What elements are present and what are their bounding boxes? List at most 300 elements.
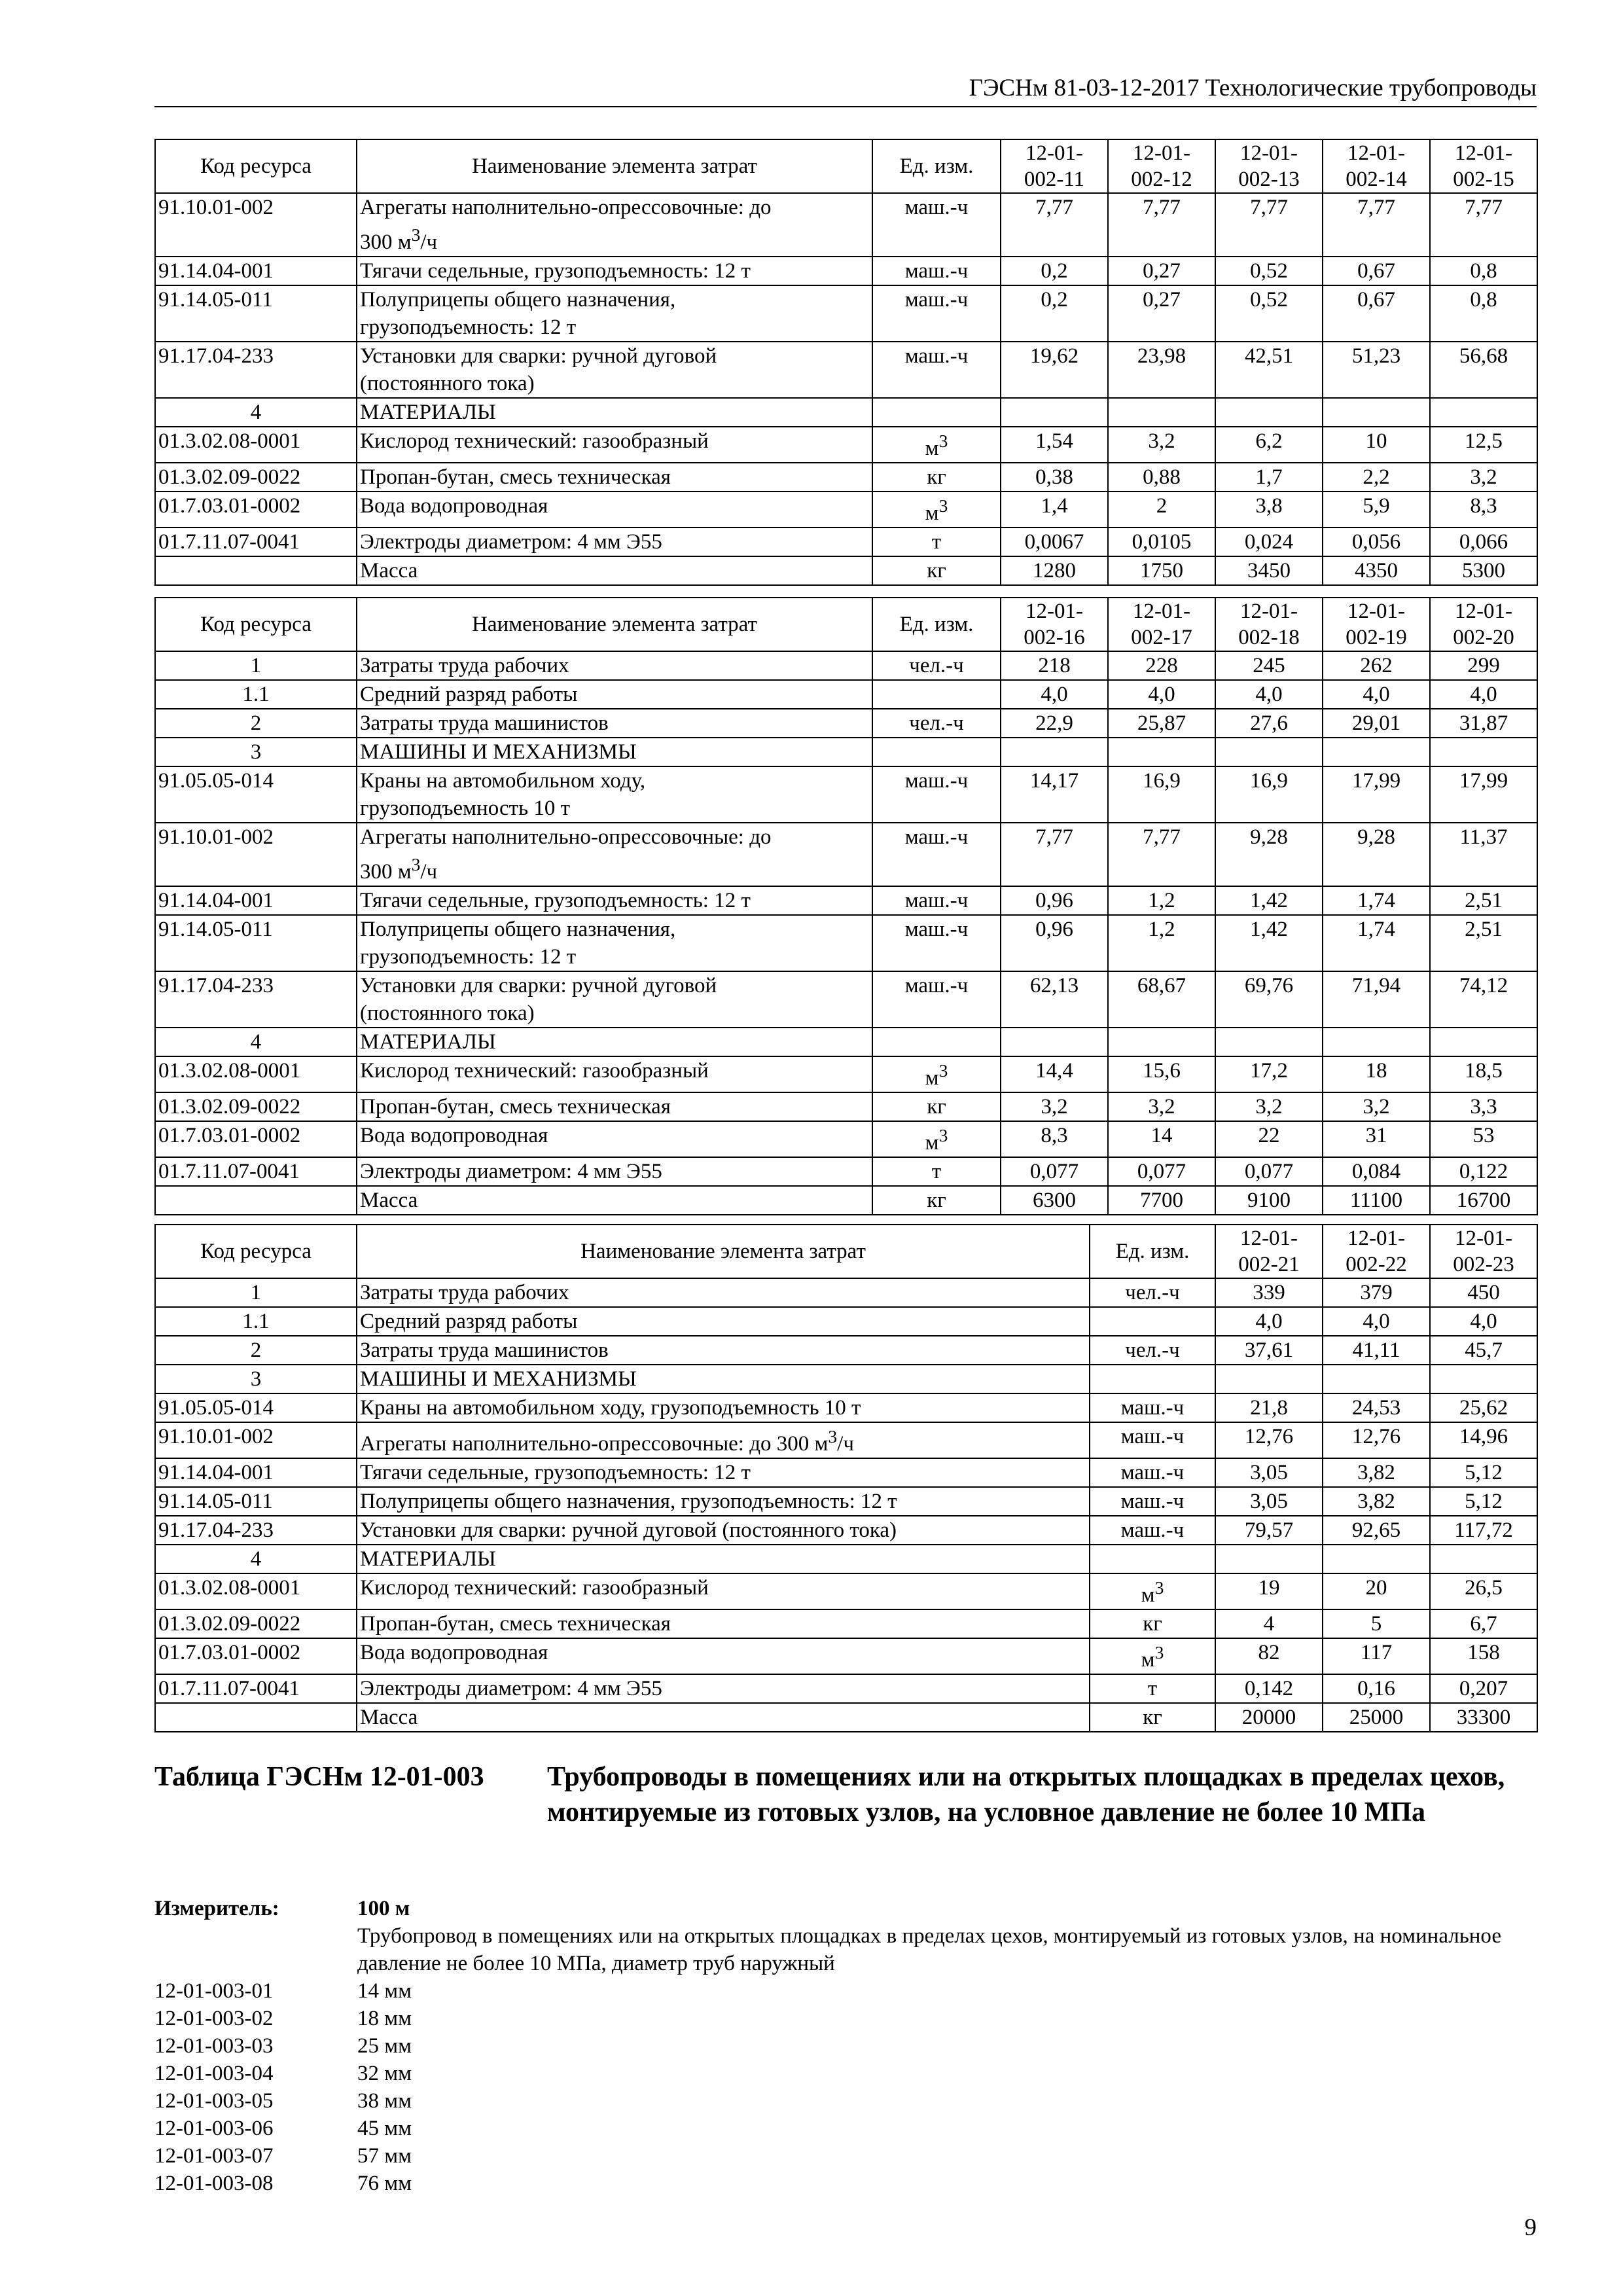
col-header-unit: Ед. изм.: [872, 598, 1001, 651]
norm-value: 2,51: [1430, 886, 1537, 915]
table-row: [155, 651, 1537, 680]
col-header-norm: 12-01- 002-21: [1215, 1225, 1323, 1278]
norm-value: 262: [1323, 651, 1430, 680]
norm-value: [1430, 1028, 1537, 1056]
norm-value: 4: [1215, 1609, 1323, 1638]
norm-value: 5,12: [1430, 1458, 1537, 1487]
norm-value: [1215, 1028, 1323, 1056]
resource-name: Пропан-бутан, смесь техническая: [357, 463, 872, 492]
table-header-row: [155, 139, 1537, 193]
norm-value: 1,4: [1001, 492, 1108, 528]
resource-code: 4: [155, 398, 357, 427]
norm-value: 4,0: [1323, 680, 1430, 709]
table-row: [155, 1056, 1537, 1092]
resource-unit: т: [872, 528, 1001, 556]
norm-value: 0,52: [1215, 285, 1323, 342]
table-row: [155, 463, 1537, 492]
resource-name: Масса: [357, 1186, 872, 1215]
measure-item-text: 32 мм: [357, 2062, 412, 2085]
measure-item: [154, 2115, 1537, 2142]
resource-unit: маш.-ч: [1090, 1393, 1215, 1422]
norm-value: 74,12: [1430, 971, 1537, 1028]
norm-value: [1430, 1365, 1537, 1393]
norm-value: 7,77: [1108, 193, 1215, 257]
norm-value: 2: [1108, 492, 1215, 528]
norm-value: 24,53: [1323, 1393, 1430, 1422]
norm-value: 0,056: [1323, 528, 1430, 556]
norm-value: 0,67: [1323, 257, 1430, 285]
norm-value: 19: [1215, 1573, 1323, 1609]
resource-unit: [872, 680, 1001, 709]
norm-value: [1323, 1365, 1430, 1393]
resource-unit: маш.-ч: [872, 257, 1001, 285]
resource-unit: $м^3$: [872, 1121, 1001, 1157]
table-row: [155, 915, 1537, 971]
resource-name: Краны на автомобильном ходу, грузоподъемность 10 т: [357, 766, 872, 823]
table-row: [155, 1422, 1537, 1458]
norm-value: [1430, 398, 1537, 427]
norm-value: 1,42: [1215, 886, 1323, 915]
norm-value: 3,2: [1323, 1092, 1430, 1121]
resource-code: 1.1: [155, 1307, 357, 1336]
norm-value: 1,54: [1001, 427, 1108, 463]
norm-value: 0,8: [1430, 257, 1537, 285]
norm-value: 15,6: [1108, 1056, 1215, 1092]
norm-value: 5,12: [1430, 1487, 1537, 1516]
norm-value: 0,207: [1430, 1674, 1537, 1703]
norm-value: 16,9: [1108, 766, 1215, 823]
table-row: [155, 342, 1537, 398]
norm-value: 16,9: [1215, 766, 1323, 823]
norm-value: [1430, 1545, 1537, 1573]
norm-value: 18,5: [1430, 1056, 1537, 1092]
table-caption-text: Трубопроводы в помещениях или на открытых площадках в пределах цехов, монтируемые из готовых узлов, на условное давление не более 10 МПа: [547, 1762, 1505, 1827]
norm-value: [1323, 1028, 1430, 1056]
norm-value: 3,2: [1108, 427, 1215, 463]
resource-code: [155, 1186, 357, 1215]
resource-code: 01.7.03.01-0002: [155, 1638, 357, 1674]
table-row: [155, 971, 1537, 1028]
norm-value: 4350: [1323, 556, 1430, 585]
norm-value: 12,5: [1430, 427, 1537, 463]
table-row: [155, 680, 1537, 709]
resource-table-3: [154, 1224, 1538, 1732]
norm-value: 0,8: [1430, 285, 1537, 342]
measure-item-code: 12-01-003-08: [154, 2172, 274, 2195]
table-row: [155, 823, 1537, 886]
norm-value: 11100: [1323, 1186, 1430, 1215]
norm-value: 3,05: [1215, 1458, 1323, 1487]
resource-name: Электроды диаметром: 4 мм Э55: [357, 1674, 1090, 1703]
measure-item-text: 38 мм: [357, 2089, 412, 2113]
norm-value: [1323, 738, 1430, 766]
resource-name: Вода водопроводная: [357, 1121, 872, 1157]
resource-name: Средний разряд работы: [357, 1307, 1090, 1336]
resource-code: 01.7.11.07-0041: [155, 1674, 357, 1703]
table-row: [155, 1336, 1537, 1365]
resource-code: 3: [155, 1365, 357, 1393]
resource-name: Тягачи седельные, грузоподъемность: 12 т: [357, 1458, 1090, 1487]
resource-unit: кг: [872, 1092, 1001, 1121]
col-header-norm: 12-01- 002-14: [1323, 139, 1430, 193]
resource-name: МАШИНЫ И МЕХАНИЗМЫ: [357, 1365, 1090, 1393]
norm-value: 0,077: [1108, 1157, 1215, 1186]
resource-code: 91.10.01-002: [155, 1422, 357, 1458]
resource-name: Агрегаты наполнительно-опрессовочные: до 300 $м^3/ч$: [357, 823, 872, 886]
norm-value: 29,01: [1323, 709, 1430, 738]
norm-value: 0,27: [1108, 285, 1215, 342]
resource-unit: маш.-ч: [872, 886, 1001, 915]
resource-name: МАШИНЫ И МЕХАНИЗМЫ: [357, 738, 872, 766]
resource-code: 91.17.04-233: [155, 1516, 357, 1545]
resource-code: 91.14.04-001: [155, 257, 357, 285]
col-header-norm: 12-01- 002-19: [1323, 598, 1430, 651]
norm-value: 6,2: [1215, 427, 1323, 463]
norm-value: 0,077: [1001, 1157, 1108, 1186]
norm-value: 0,0067: [1001, 528, 1108, 556]
table-row: [155, 709, 1537, 738]
resource-code: 91.17.04-233: [155, 971, 357, 1028]
resource-unit: маш.-ч: [872, 915, 1001, 971]
resource-code: 91.14.05-011: [155, 1487, 357, 1516]
norm-value: 20000: [1215, 1703, 1323, 1732]
measure-item-text: 14 мм: [357, 1979, 412, 2003]
resource-code: 91.10.01-002: [155, 193, 357, 257]
norm-value: 0,2: [1001, 257, 1108, 285]
resource-code: 4: [155, 1545, 357, 1573]
resource-unit: кг: [1090, 1703, 1215, 1732]
resource-unit: $м^3$: [872, 492, 1001, 528]
resource-name: Полуприцепы общего назначения, грузоподъемность: 12 т: [357, 285, 872, 342]
resource-name: Установки для сварки: ручной дуговой (постоянного тока): [357, 1516, 1090, 1545]
norm-value: 3,2: [1215, 1092, 1323, 1121]
norm-value: 228: [1108, 651, 1215, 680]
norm-value: 9100: [1215, 1186, 1323, 1215]
norm-value: 0,88: [1108, 463, 1215, 492]
norm-value: 21,8: [1215, 1393, 1323, 1422]
resource-code: 91.14.04-001: [155, 886, 357, 915]
norm-value: 45,7: [1430, 1336, 1537, 1365]
resource-code: 91.05.05-014: [155, 1393, 357, 1422]
norm-value: [1430, 738, 1537, 766]
resource-name: Средний разряд работы: [357, 680, 872, 709]
resource-name: Пропан-бутан, смесь техническая: [357, 1609, 1090, 1638]
resource-unit: маш.-ч: [872, 285, 1001, 342]
col-header-norm: 12-01- 002-11: [1001, 139, 1108, 193]
norm-value: 4,0: [1001, 680, 1108, 709]
resource-code: 01.3.02.08-0001: [155, 1573, 357, 1609]
resource-unit: кг: [872, 463, 1001, 492]
measure-label: Измеритель:: [154, 1897, 279, 1920]
resource-unit: чел.-ч: [1090, 1278, 1215, 1307]
resource-unit: т: [872, 1157, 1001, 1186]
page-number: 9: [1524, 2214, 1537, 2241]
norm-value: 33300: [1430, 1703, 1537, 1732]
norm-value: 17,2: [1215, 1056, 1323, 1092]
norm-value: 0,96: [1001, 915, 1108, 971]
resource-code: 91.14.04-001: [155, 1458, 357, 1487]
norm-value: 1,2: [1108, 886, 1215, 915]
norm-value: 3,82: [1323, 1458, 1430, 1487]
norm-value: 31: [1323, 1121, 1430, 1157]
norm-value: 82: [1215, 1638, 1323, 1674]
table-row: [155, 1157, 1537, 1186]
resource-name: Затраты труда рабочих: [357, 1278, 1090, 1307]
resource-name: Электроды диаметром: 4 мм Э55: [357, 1157, 872, 1186]
measure-item-code: 12-01-003-04: [154, 2062, 274, 2085]
table-row: [155, 1609, 1537, 1638]
measure-item: [154, 1977, 1537, 2005]
table-row: [155, 1393, 1537, 1422]
section-row: [155, 1365, 1537, 1393]
col-header-name: Наименование элемента затрат: [357, 598, 872, 651]
norm-value: 19,62: [1001, 342, 1108, 398]
norm-value: 14,17: [1001, 766, 1108, 823]
norm-value: 71,94: [1323, 971, 1430, 1028]
col-header-norm: 12-01- 002-13: [1215, 139, 1323, 193]
measure-row: [154, 1895, 1537, 1922]
resource-unit: чел.-ч: [872, 651, 1001, 680]
norm-value: 12,76: [1323, 1422, 1430, 1458]
table-row: [155, 528, 1537, 556]
table-header-row: [155, 1225, 1537, 1278]
resource-code: 1.1: [155, 680, 357, 709]
norm-value: 4,0: [1215, 680, 1323, 709]
measure-item-code: 12-01-003-05: [154, 2089, 274, 2113]
norm-value: 5300: [1430, 556, 1537, 585]
resource-name: Полуприцепы общего назначения, грузоподъемность: 12 т: [357, 1487, 1090, 1516]
col-header-name: Наименование элемента затрат: [357, 1225, 1090, 1278]
norm-value: [1001, 1028, 1108, 1056]
section-row: [155, 1545, 1537, 1573]
resource-name: Тягачи седельные, грузоподъемность: 12 т: [357, 257, 872, 285]
norm-value: 53: [1430, 1121, 1537, 1157]
resource-unit: чел.-ч: [872, 709, 1001, 738]
resource-unit: маш.-ч: [1090, 1516, 1215, 1545]
norm-value: 339: [1215, 1278, 1323, 1307]
norm-value: 1,2: [1108, 915, 1215, 971]
resource-code: 01.3.02.09-0022: [155, 463, 357, 492]
measure-item-code: 12-01-003-01: [154, 1979, 274, 2003]
resource-name: Краны на автомобильном ходу, грузоподъемность 10 т: [357, 1393, 1090, 1422]
norm-value: 0,16: [1323, 1674, 1430, 1703]
norm-value: 6300: [1001, 1186, 1108, 1215]
table-row: [155, 193, 1537, 257]
resource-name: Масса: [357, 556, 872, 585]
col-header-norm: 12-01- 002-18: [1215, 598, 1323, 651]
norm-value: 7,77: [1001, 193, 1108, 257]
norm-value: 5,9: [1323, 492, 1430, 528]
table-row: [155, 556, 1537, 585]
norm-value: 7,77: [1001, 823, 1108, 886]
resource-name: Кислород технический: газообразный: [357, 1056, 872, 1092]
norm-value: 2,2: [1323, 463, 1430, 492]
measure-item-code: 12-01-003-03: [154, 2034, 274, 2058]
norm-value: 0,122: [1430, 1157, 1537, 1186]
resource-unit: кг: [872, 556, 1001, 585]
norm-value: [1215, 1365, 1323, 1393]
resource-code: 91.14.05-011: [155, 285, 357, 342]
norm-value: 3,82: [1323, 1487, 1430, 1516]
norm-value: [1323, 1545, 1430, 1573]
col-header-norm: 12-01- 002-20: [1430, 598, 1537, 651]
resource-name: Затраты труда рабочих: [357, 651, 872, 680]
norm-value: 22,9: [1001, 709, 1108, 738]
norm-value: 26,5: [1430, 1573, 1537, 1609]
measure-item-text: 76 мм: [357, 2172, 412, 2195]
norm-value: 7700: [1108, 1186, 1215, 1215]
norm-value: [1215, 1545, 1323, 1573]
resource-code: 01.7.03.01-0002: [155, 1121, 357, 1157]
norm-value: 6,7: [1430, 1609, 1537, 1638]
table-row: [155, 1516, 1537, 1545]
norm-value: 27,6: [1215, 709, 1323, 738]
norm-value: 10: [1323, 427, 1430, 463]
norm-value: 299: [1430, 651, 1537, 680]
norm-value: 0,084: [1323, 1157, 1430, 1186]
col-header-code: Код ресурса: [155, 1225, 357, 1278]
resource-code: 01.7.11.07-0041: [155, 1157, 357, 1186]
norm-value: 3,05: [1215, 1487, 1323, 1516]
norm-value: 7,77: [1430, 193, 1537, 257]
resource-unit: маш.-ч: [872, 823, 1001, 886]
col-header-code: Код ресурса: [155, 598, 357, 651]
resource-unit: [1090, 1545, 1215, 1573]
norm-value: 4,0: [1430, 680, 1537, 709]
col-header-code: Код ресурса: [155, 139, 357, 193]
table-row: [155, 1487, 1537, 1516]
resource-unit: маш.-ч: [1090, 1458, 1215, 1487]
norm-value: 92,65: [1323, 1516, 1430, 1545]
measure-item-text: 45 мм: [357, 2117, 412, 2140]
norm-value: 41,11: [1323, 1336, 1430, 1365]
table-row: [155, 1458, 1537, 1487]
resource-name: МАТЕРИАЛЫ: [357, 1028, 872, 1056]
table-row: [155, 427, 1537, 463]
measure-block: [154, 1895, 1537, 2197]
norm-value: 12,76: [1215, 1422, 1323, 1458]
norm-value: 68,67: [1108, 971, 1215, 1028]
col-header-norm: 12-01- 002-12: [1108, 139, 1215, 193]
norm-value: 7,77: [1215, 193, 1323, 257]
norm-value: 0,0105: [1108, 528, 1215, 556]
measure-item: [154, 2087, 1537, 2115]
norm-value: 0,52: [1215, 257, 1323, 285]
col-header-norm: 12-01- 002-15: [1430, 139, 1537, 193]
resource-code: 1: [155, 651, 357, 680]
norm-value: 5: [1323, 1609, 1430, 1638]
norm-value: 1750: [1108, 556, 1215, 585]
norm-value: 25,62: [1430, 1393, 1537, 1422]
norm-value: 379: [1323, 1278, 1430, 1307]
measure-item-code: 12-01-003-07: [154, 2144, 274, 2168]
resource-name: Установки для сварки: ручной дуговой (постоянного тока): [357, 971, 872, 1028]
resource-code: 91.05.05-014: [155, 766, 357, 823]
table-row: [155, 1307, 1537, 1336]
norm-value: 1,7: [1215, 463, 1323, 492]
resource-unit: маш.-ч: [1090, 1422, 1215, 1458]
norm-value: 14,4: [1001, 1056, 1108, 1092]
norm-value: 4,0: [1108, 680, 1215, 709]
resource-code: 01.3.02.09-0022: [155, 1092, 357, 1121]
norm-value: 0,27: [1108, 257, 1215, 285]
norm-value: 4,0: [1430, 1307, 1537, 1336]
table-row: [155, 492, 1537, 528]
measure-item: [154, 2142, 1537, 2170]
resource-unit: маш.-ч: [872, 971, 1001, 1028]
resource-name: Вода водопроводная: [357, 1638, 1090, 1674]
col-header-unit: Ед. изм.: [1090, 1225, 1215, 1278]
resource-table-1: [154, 139, 1538, 586]
norm-value: 158: [1430, 1638, 1537, 1674]
norm-value: 1,42: [1215, 915, 1323, 971]
norm-value: 42,51: [1215, 342, 1323, 398]
norm-value: 0,077: [1215, 1157, 1323, 1186]
norm-value: [1215, 738, 1323, 766]
measure-description: Трубопровод в помещениях или на открытых площадках в пределах цехов, монтируемый из готовых узлов, на номинальное давление не более 10 МПа, диаметр труб наружный: [357, 1924, 1501, 1975]
resource-unit: [872, 398, 1001, 427]
norm-value: 14: [1108, 1121, 1215, 1157]
measure-item-text: 25 мм: [357, 2034, 412, 2058]
resource-unit: т: [1090, 1674, 1215, 1703]
norm-value: 0,2: [1001, 285, 1108, 342]
table-row: [155, 257, 1537, 285]
norm-value: [1001, 738, 1108, 766]
norm-value: 20: [1323, 1573, 1430, 1609]
running-header: ГЭСНм 81-03-12-2017 Технологические трубопроводы: [154, 73, 1537, 107]
resource-code: 91.17.04-233: [155, 342, 357, 398]
norm-value: 3,2: [1001, 1092, 1108, 1121]
col-header-norm: 12-01- 002-22: [1323, 1225, 1430, 1278]
norm-value: [1108, 738, 1215, 766]
norm-value: 25,87: [1108, 709, 1215, 738]
norm-value: 2,51: [1430, 915, 1537, 971]
measure-value: 100 м: [357, 1897, 410, 1920]
norm-value: 0,066: [1430, 528, 1537, 556]
col-header-norm: 12-01- 002-17: [1108, 598, 1215, 651]
resource-name: Тягачи седельные, грузоподъемность: 12 т: [357, 886, 872, 915]
norm-value: 18: [1323, 1056, 1430, 1092]
resource-unit: чел.-ч: [1090, 1336, 1215, 1365]
resource-name: Вода водопроводная: [357, 492, 872, 528]
norm-value: 245: [1215, 651, 1323, 680]
resource-unit: кг: [872, 1186, 1001, 1215]
norm-value: 117: [1323, 1638, 1430, 1674]
norm-value: 117,72: [1430, 1516, 1537, 1545]
norm-value: 3450: [1215, 556, 1323, 585]
resource-unit: $м^3$: [1090, 1573, 1215, 1609]
resource-name: Полуприцепы общего назначения, грузоподъемность: 12 т: [357, 915, 872, 971]
norm-value: 1280: [1001, 556, 1108, 585]
norm-value: 22: [1215, 1121, 1323, 1157]
section-row: [155, 1028, 1537, 1056]
resource-code: 01.3.02.08-0001: [155, 1056, 357, 1092]
resource-table-2: [154, 597, 1538, 1215]
table-row: [155, 1278, 1537, 1307]
resource-name: Масса: [357, 1703, 1090, 1732]
resource-code: 2: [155, 1336, 357, 1365]
norm-value: 0,67: [1323, 285, 1430, 342]
col-header-unit: Ед. изм.: [872, 139, 1001, 193]
norm-value: [1001, 398, 1108, 427]
measure-item: [154, 2005, 1537, 2032]
resource-name: Агрегаты наполнительно-опрессовочные: до 300 $м^3/ч$: [357, 1422, 1090, 1458]
norm-value: 4,0: [1215, 1307, 1323, 1336]
resource-code: 3: [155, 738, 357, 766]
measure-item: [154, 2060, 1537, 2087]
resource-name: Установки для сварки: ручной дуговой (постоянного тока): [357, 342, 872, 398]
resource-code: 01.7.11.07-0041: [155, 528, 357, 556]
